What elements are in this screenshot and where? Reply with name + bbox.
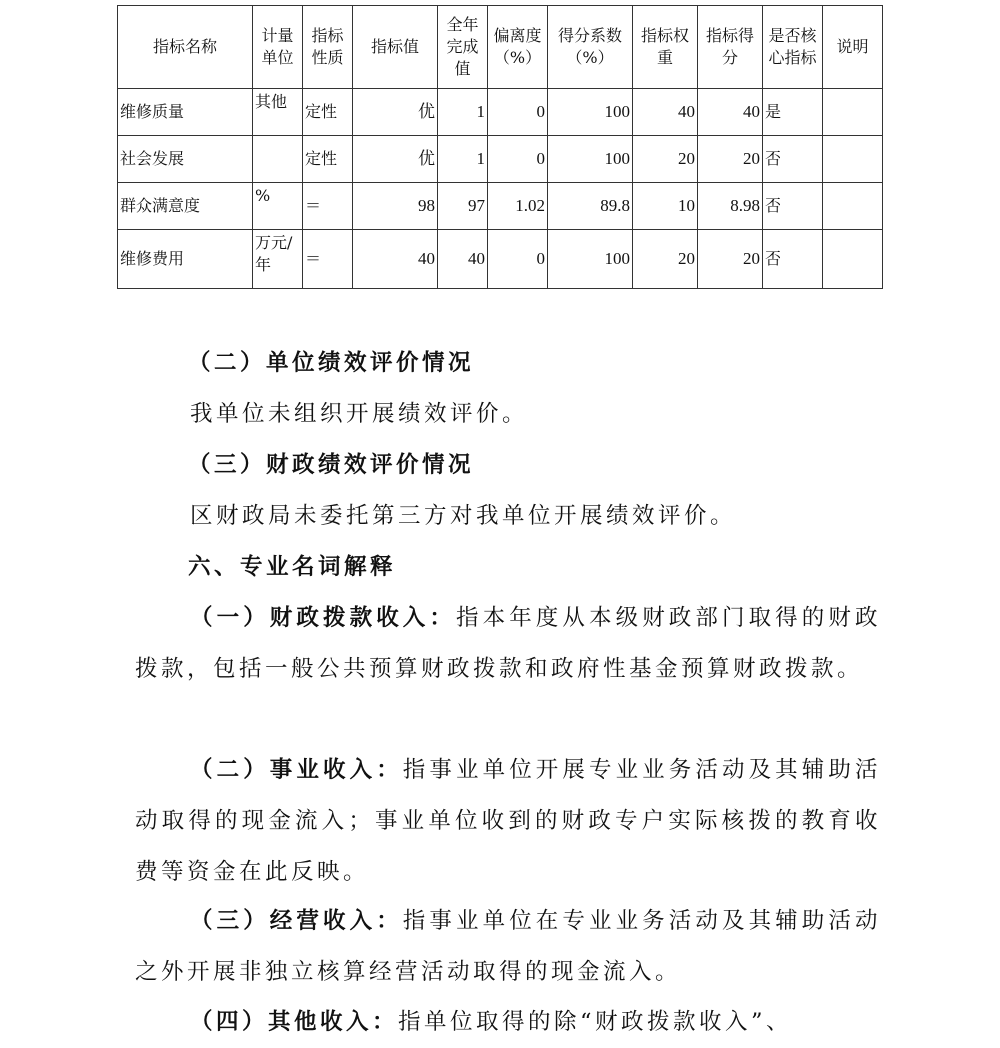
cell-target: 优	[353, 136, 438, 183]
cell-core: 否	[763, 183, 823, 230]
cell-unit: 其他	[253, 89, 303, 136]
header-nature: 指标性质	[303, 6, 353, 89]
cell-unit	[253, 136, 303, 183]
header-core-indicator: 是否核心指标	[763, 6, 823, 89]
cell-nature: ＝	[303, 230, 353, 289]
cell-coefficient: 100	[548, 89, 633, 136]
section-heading-unit-evaluation: （二）单位绩效评价情况	[188, 350, 475, 376]
header-note: 说明	[823, 6, 883, 89]
cell-target: 98	[353, 183, 438, 230]
term-definition-other-income	[135, 997, 881, 1048]
table-header-row	[118, 6, 883, 89]
term-definition-operating-income	[135, 896, 881, 998]
header-deviation: 偏离度（%）	[488, 6, 548, 89]
header-target-value: 指标值	[353, 6, 438, 89]
cell-weight: 20	[633, 230, 698, 289]
cell-actual: 97	[438, 183, 488, 230]
header-weight: 指标权重	[633, 6, 698, 89]
cell-deviation: 0	[488, 89, 548, 136]
cell-target: 优	[353, 89, 438, 136]
cell-nature: 定性	[303, 89, 353, 136]
header-indicator-name: 指标名称	[118, 6, 253, 89]
term-body: 指单位取得的除“财政拨款收入”、	[398, 1009, 793, 1035]
table-row	[118, 89, 883, 136]
cell-coefficient: 100	[548, 230, 633, 289]
cell-note	[823, 183, 883, 230]
cell-weight: 40	[633, 89, 698, 136]
term-definition-business-income	[135, 745, 881, 898]
cell-score: 20	[698, 230, 763, 289]
performance-indicator-table	[117, 5, 883, 289]
term-body: 指事业单位开展专业业务活动及其辅助活动取得的现金流入；事业单位收到的财政专户实际核拨的教育收费等资金在此反映。	[135, 757, 881, 885]
cell-actual: 40	[438, 230, 488, 289]
paragraph-unit-evaluation: 我单位未组织开展绩效评价。	[190, 401, 529, 427]
cell-coefficient: 100	[548, 136, 633, 183]
term-body: 指事业单位在专业业务活动及其辅助活动之外开展非独立核算经营活动取得的现金流入。	[135, 908, 881, 985]
cell-deviation: 0	[488, 136, 548, 183]
cell-actual: 1	[438, 89, 488, 136]
cell-note	[823, 89, 883, 136]
cell-actual: 1	[438, 136, 488, 183]
header-score: 指标得分	[698, 6, 763, 89]
cell-nature: ＝	[303, 183, 353, 230]
term-label: （三）经营收入：	[190, 908, 403, 934]
table-row	[118, 136, 883, 183]
cell-target: 40	[353, 230, 438, 289]
term-definition-fiscal-allocation	[135, 593, 881, 695]
term-label: （一）财政拨款收入：	[190, 605, 456, 631]
header-unit: 计量单位	[253, 6, 303, 89]
term-label: （四）其他收入：	[190, 1009, 399, 1035]
cell-core: 否	[763, 230, 823, 289]
section-heading-finance-evaluation: （三）财政绩效评价情况	[188, 452, 475, 478]
cell-nature: 定性	[303, 136, 353, 183]
cell-note	[823, 136, 883, 183]
cell-core: 否	[763, 136, 823, 183]
cell-score: 8.98	[698, 183, 763, 230]
cell-deviation: 1.02	[488, 183, 548, 230]
section-heading-terms: 六、专业名词解释	[188, 554, 397, 580]
term-body: 指本年度从本级财政部门取得的财政拨款，包括一般公共预算财政拨款和政府性基金预算财政拨款。	[135, 605, 881, 682]
table-row	[118, 230, 883, 289]
cell-name: 维修费用	[118, 230, 253, 289]
cell-name: 维修质量	[118, 89, 253, 136]
cell-core: 是	[763, 89, 823, 136]
cell-name: 群众满意度	[118, 183, 253, 230]
term-label: （二）事业收入：	[190, 757, 403, 783]
cell-score: 40	[698, 89, 763, 136]
cell-note	[823, 230, 883, 289]
table-row	[118, 183, 883, 230]
cell-unit: 万元/年	[253, 230, 303, 289]
cell-weight: 10	[633, 183, 698, 230]
paragraph-finance-evaluation: 区财政局未委托第三方对我单位开展绩效评价。	[190, 503, 737, 529]
cell-name: 社会发展	[118, 136, 253, 183]
cell-unit: %	[253, 183, 303, 230]
header-score-coefficient: 得分系数（%）	[548, 6, 633, 89]
cell-coefficient: 89.8	[548, 183, 633, 230]
header-actual-value: 全年完成值	[438, 6, 488, 89]
cell-weight: 20	[633, 136, 698, 183]
cell-deviation: 0	[488, 230, 548, 289]
cell-score: 20	[698, 136, 763, 183]
